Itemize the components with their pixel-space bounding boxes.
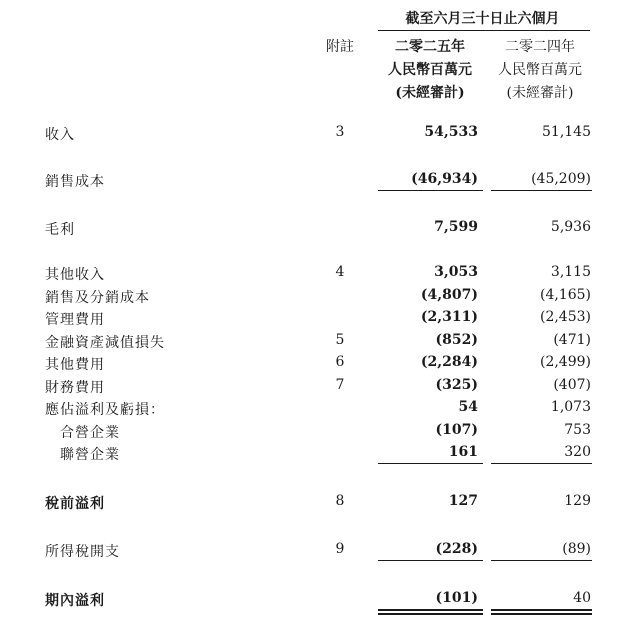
row-value-2024-share-of-profits: 1,073 (550, 399, 591, 415)
row-value-2024-finance-costs: (407) (553, 377, 591, 393)
row-value-2025-admin-expenses: (2,311) (420, 309, 478, 325)
col-2025-currency: 人民幣百萬元 (388, 62, 472, 78)
row-label-share-of-profits: 應佔溢利及虧損： (45, 402, 165, 418)
total-double-rule-2024-bottom (491, 613, 592, 615)
row-value-2024-associates: 320 (564, 444, 591, 460)
note-column-header: 附註 (326, 39, 354, 55)
row-value-2025-gross-profit: 7,599 (434, 219, 478, 235)
row-value-2025-cost-of-sales: (46,934) (411, 171, 478, 187)
row-label-impairment: 金融資產減值損失 (45, 335, 165, 351)
row-value-2025-income-tax: (228) (435, 541, 478, 557)
row-value-2025-other-income: 3,053 (434, 264, 478, 280)
row-value-2025-impairment: (852) (435, 332, 478, 348)
row-value-2024-income-tax: (89) (562, 541, 591, 557)
row-value-2025-revenue: 54,533 (424, 124, 478, 140)
row-label-associates: 聯營企業 (60, 447, 120, 463)
row-label-profit-before-tax: 稅前溢利 (45, 496, 105, 512)
row-value-2024-impairment: (471) (553, 332, 591, 348)
row-value-2024-selling-distribution: (4,165) (539, 287, 591, 303)
row-value-2025-profit-for-period: (101) (435, 590, 478, 606)
row-value-2025-selling-distribution: (4,807) (420, 287, 478, 303)
row-label-other-income: 其他收入 (45, 267, 105, 283)
row-label-cost-of-sales: 銷售成本 (45, 174, 105, 190)
col-2024-audit: (未經審計) (506, 85, 574, 101)
subtotal-rule-2024 (491, 190, 592, 191)
col-2024-year: 二零二四年 (505, 39, 575, 55)
row-value-2024-revenue: 51,145 (542, 124, 591, 140)
row-note-impairment: 5 (335, 332, 345, 348)
total-double-rule-2025-bottom (378, 613, 483, 615)
row-value-2025-finance-costs: (325) (435, 377, 478, 393)
row-value-2024-other-expenses: (2,499) (539, 354, 591, 370)
row-value-2025-share-of-profits: 54 (458, 399, 478, 415)
row-label-admin-expenses: 管理費用 (45, 312, 105, 328)
total-double-rule-2025-top (378, 609, 483, 611)
row-label-gross-profit: 毛利 (45, 222, 75, 238)
col-2025-year: 二零二五年 (395, 39, 465, 55)
row-value-2025-profit-before-tax: 127 (448, 493, 478, 509)
row-label-finance-costs: 財務費用 (45, 380, 105, 396)
row-value-2024-other-income: 3,115 (550, 264, 591, 280)
row-note-revenue: 3 (335, 124, 345, 140)
total-double-rule-2024-top (491, 609, 592, 611)
row-value-2024-profit-for-period: 40 (573, 590, 591, 606)
row-value-2024-joint-ventures: 753 (564, 422, 591, 438)
subtotal-rule-2025 (378, 190, 483, 191)
row-value-2025-associates: 161 (448, 444, 478, 460)
col-2024-currency: 人民幣百萬元 (498, 62, 582, 78)
row-note-finance-costs: 7 (335, 377, 345, 393)
subtotal-rule-2024 (491, 463, 592, 464)
row-note-other-expenses: 6 (335, 354, 345, 370)
row-label-other-expenses: 其他費用 (45, 357, 105, 373)
row-note-income-tax: 9 (335, 541, 345, 557)
row-label-joint-ventures: 合營企業 (60, 425, 120, 441)
row-value-2025-other-expenses: (2,284) (420, 354, 478, 370)
row-label-selling-distribution: 銷售及分銷成本 (45, 290, 150, 306)
row-label-income-tax: 所得稅開支 (45, 544, 120, 560)
row-label-profit-for-period: 期內溢利 (45, 593, 105, 609)
row-value-2024-cost-of-sales: (45,209) (531, 171, 591, 187)
subtotal-rule-2024 (491, 560, 592, 561)
row-note-profit-before-tax: 8 (335, 493, 345, 509)
row-value-2025-joint-ventures: (107) (435, 422, 478, 438)
subtotal-rule-2025 (378, 463, 483, 464)
col-2025-audit: (未經審計) (395, 85, 465, 101)
row-value-2024-profit-before-tax: 129 (564, 493, 591, 509)
row-label-revenue: 收入 (45, 127, 75, 143)
row-value-2024-gross-profit: 5,936 (550, 219, 591, 235)
subtotal-rule-2025 (378, 560, 483, 561)
header-rule (378, 30, 590, 31)
row-value-2024-admin-expenses: (2,453) (539, 309, 591, 325)
row-note-other-income: 4 (335, 264, 345, 280)
period-header: 截至六月三十日止六個月 (405, 11, 560, 27)
